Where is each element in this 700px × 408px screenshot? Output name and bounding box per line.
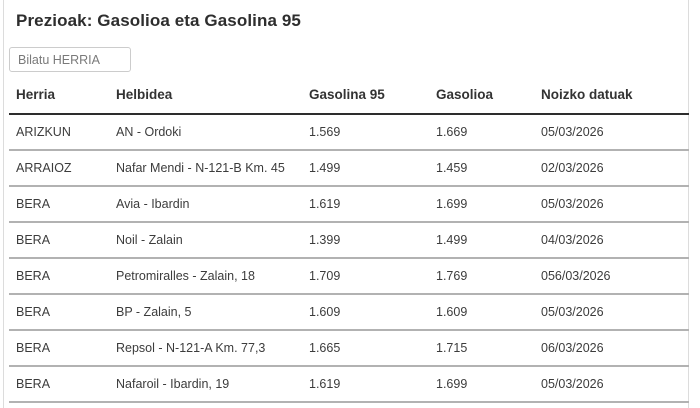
cell-herria: BERA xyxy=(9,366,109,402)
table-row xyxy=(9,150,689,186)
content-card xyxy=(3,0,689,408)
table-row xyxy=(9,366,689,402)
cell-herria: ARIZKUN xyxy=(9,114,109,150)
cell-gasolioa: 1.715 xyxy=(429,330,534,366)
cell-gasolina95: 1.499 xyxy=(302,150,429,186)
table-row xyxy=(9,330,689,366)
cell-noizko: 05/03/2026 xyxy=(534,186,689,222)
cell-noizko: 05/03/2026 xyxy=(534,114,689,150)
cell-noizko: 02/03/2026 xyxy=(534,150,689,186)
cell-gasolioa: 1.769 xyxy=(429,258,534,294)
table-header xyxy=(9,78,689,114)
cell-helbidea: Petromiralles - Zalain, 18 xyxy=(109,258,302,294)
cell-helbidea: Repsol - N-121-A Km. 77,3 xyxy=(109,330,302,366)
cell-gasolioa: 1.499 xyxy=(429,222,534,258)
prices-table xyxy=(9,78,689,403)
column-header-helbidea: Helbidea xyxy=(109,78,302,114)
cell-gasolioa: 1.699 xyxy=(429,186,534,222)
cell-helbidea: Nafar Mendi - N-121-B Km. 45 xyxy=(109,150,302,186)
cell-gasolioa: 1.699 xyxy=(429,366,534,402)
cell-gasolina95: 1.619 xyxy=(302,186,429,222)
table-row xyxy=(9,222,689,258)
column-header-gasolioa: Gasolioa xyxy=(429,78,534,114)
cell-noizko: 06/03/2026 xyxy=(534,330,689,366)
column-header-herria: Herria xyxy=(9,78,109,114)
cell-gasolina95: 1.609 xyxy=(302,294,429,330)
cell-helbidea: BP - Zalain, 5 xyxy=(109,294,302,330)
cell-herria: BERA xyxy=(9,222,109,258)
header-row xyxy=(9,78,689,114)
cell-helbidea: Avia - Ibardin xyxy=(109,186,302,222)
cell-noizko: 056/03/2026 xyxy=(534,258,689,294)
cell-noizko: 04/03/2026 xyxy=(534,222,689,258)
cell-herria: BERA xyxy=(9,330,109,366)
table-body xyxy=(9,114,689,402)
cell-gasolioa: 1.669 xyxy=(429,114,534,150)
cell-noizko: 05/03/2026 xyxy=(534,294,689,330)
page-title: Prezioak: Gasolioa eta Gasolina 95 xyxy=(16,11,301,30)
table-row xyxy=(9,114,689,150)
table-row xyxy=(9,186,689,222)
cell-herria: ARRAIOZ xyxy=(9,150,109,186)
cell-gasolina95: 1.569 xyxy=(302,114,429,150)
cell-herria: BERA xyxy=(9,258,109,294)
cell-noizko: 05/03/2026 xyxy=(534,366,689,402)
cell-gasolina95: 1.665 xyxy=(302,330,429,366)
cell-gasolioa: 1.459 xyxy=(429,150,534,186)
column-header-gasolina95: Gasolina 95 xyxy=(302,78,429,114)
table-row xyxy=(9,294,689,330)
cell-herria: BERA xyxy=(9,186,109,222)
cell-gasolina95: 1.399 xyxy=(302,222,429,258)
search-input[interactable] xyxy=(9,47,131,72)
cell-helbidea: Noil - Zalain xyxy=(109,222,302,258)
cell-gasolioa: 1.609 xyxy=(429,294,534,330)
table-row xyxy=(9,258,689,294)
cell-helbidea: AN - Ordoki xyxy=(109,114,302,150)
cell-herria: BERA xyxy=(9,294,109,330)
cell-gasolina95: 1.709 xyxy=(302,258,429,294)
cell-helbidea: Nafaroil - Ibardin, 19 xyxy=(109,366,302,402)
cell-gasolina95: 1.619 xyxy=(302,366,429,402)
column-header-noizko: Noizko datuak xyxy=(534,78,689,114)
